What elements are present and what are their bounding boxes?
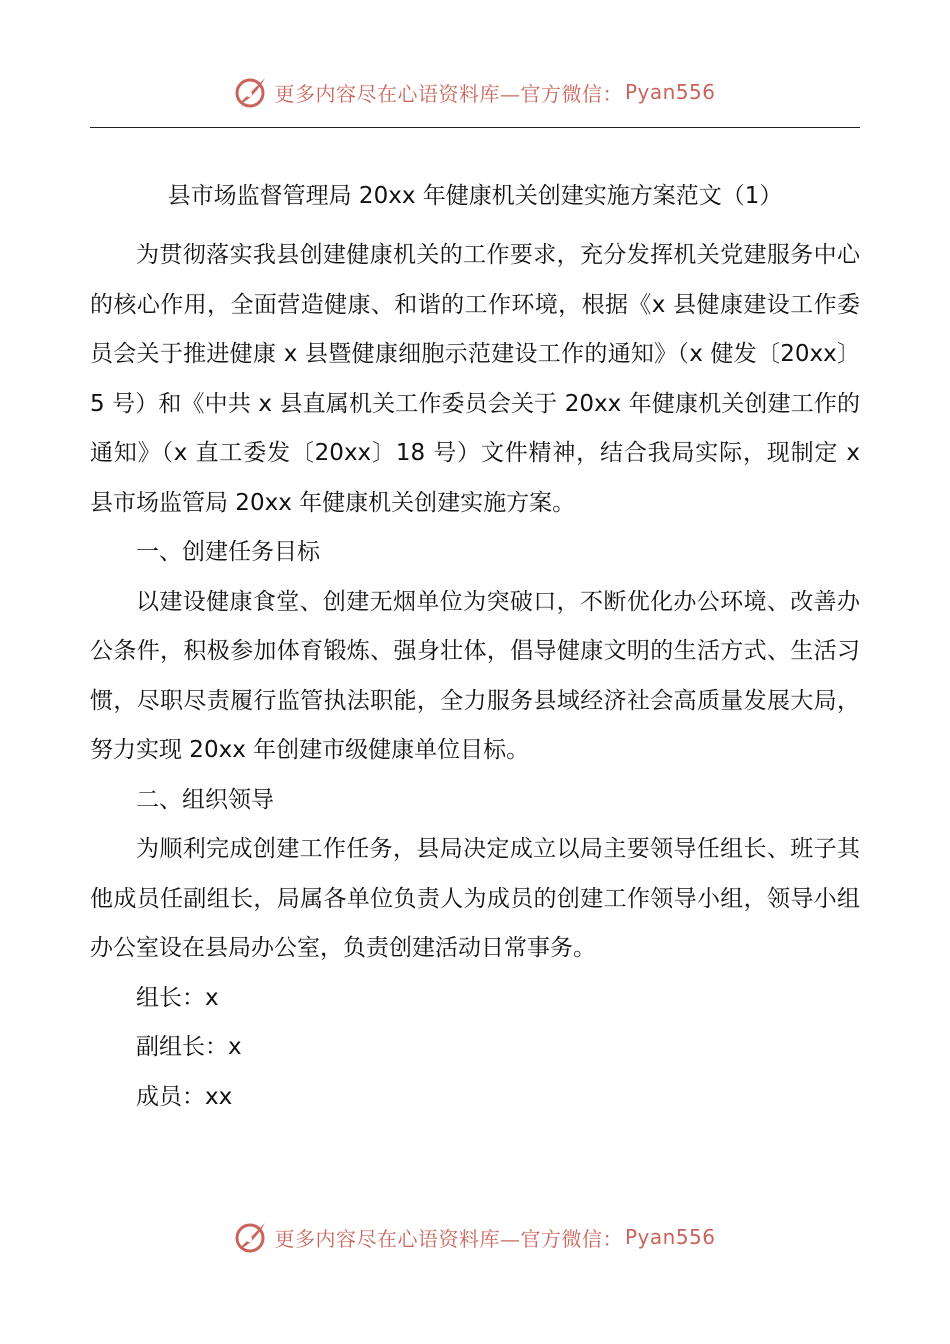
header-wechat-id: Pyan556 bbox=[624, 80, 716, 104]
paragraph-intro: 为贯彻落实我县创建健康机关的工作要求，充分发挥机关党建服务中心的核心作用，全面营造健康、和谐的工作环境，根据《x 县健康建设工作委员会关于推进健康 x 县暨健康细胞示范建设工作的通知》（x 健发〔20xx〕5 号）和《中共 x 县直属机关工作委员会关于 20xx 年健康机关创建工作的通知》（x 直工委发〔20xx〕18 号）文件精神，结合我局实际，现制定 x 县市场监管局 20xx 年健康机关创建实施方案。 bbox=[90, 242, 860, 516]
section-heading-leadership: 二、组织领导 bbox=[136, 786, 274, 813]
footer-banner-text: 更多内容尽在心语资料库—官方微信： bbox=[274, 1226, 623, 1251]
members-line: 成员：xx bbox=[136, 1083, 233, 1110]
leader-line: 组长：x bbox=[136, 984, 219, 1011]
header-divider bbox=[90, 127, 860, 128]
quill-logo-icon bbox=[234, 75, 268, 109]
footer-wechat-id: Pyan556 bbox=[624, 1225, 716, 1249]
quill-logo-icon bbox=[234, 1220, 268, 1254]
paragraph-goals: 以建设健康食堂、创建无烟单位为突破口，不断优化办公环境、改善办公条件，积极参加体育锻炼、强身壮体，倡导健康文明的生活方式、生活习惯，尽职尽责履行监管执法职能，全力服务县域经济社会高质量发展大局，努力实现 20xx 年创建市级健康单位目标。 bbox=[90, 588, 860, 763]
header-banner bbox=[0, 70, 950, 114]
deputy-leader-line: 副组长：x bbox=[136, 1034, 242, 1060]
section-heading-goals: 一、创建任务目标 bbox=[136, 539, 320, 565]
header-banner-text: 更多内容尽在心语资料库—官方微信： bbox=[274, 81, 623, 106]
document-title: 县市场监督管理局 20xx 年健康机关创建实施方案范文（1） bbox=[167, 183, 783, 209]
document-body bbox=[90, 172, 860, 1122]
footer-banner bbox=[0, 1215, 950, 1259]
paragraph-leadership: 为顺利完成创建工作任务，县局决定成立以局主要领导任组长、班子其他成员任副组长，局属各单位负责人为成员的创建工作领导小组，领导小组办公室设在县局办公室，负责创建活动日常事务。 bbox=[90, 836, 860, 961]
